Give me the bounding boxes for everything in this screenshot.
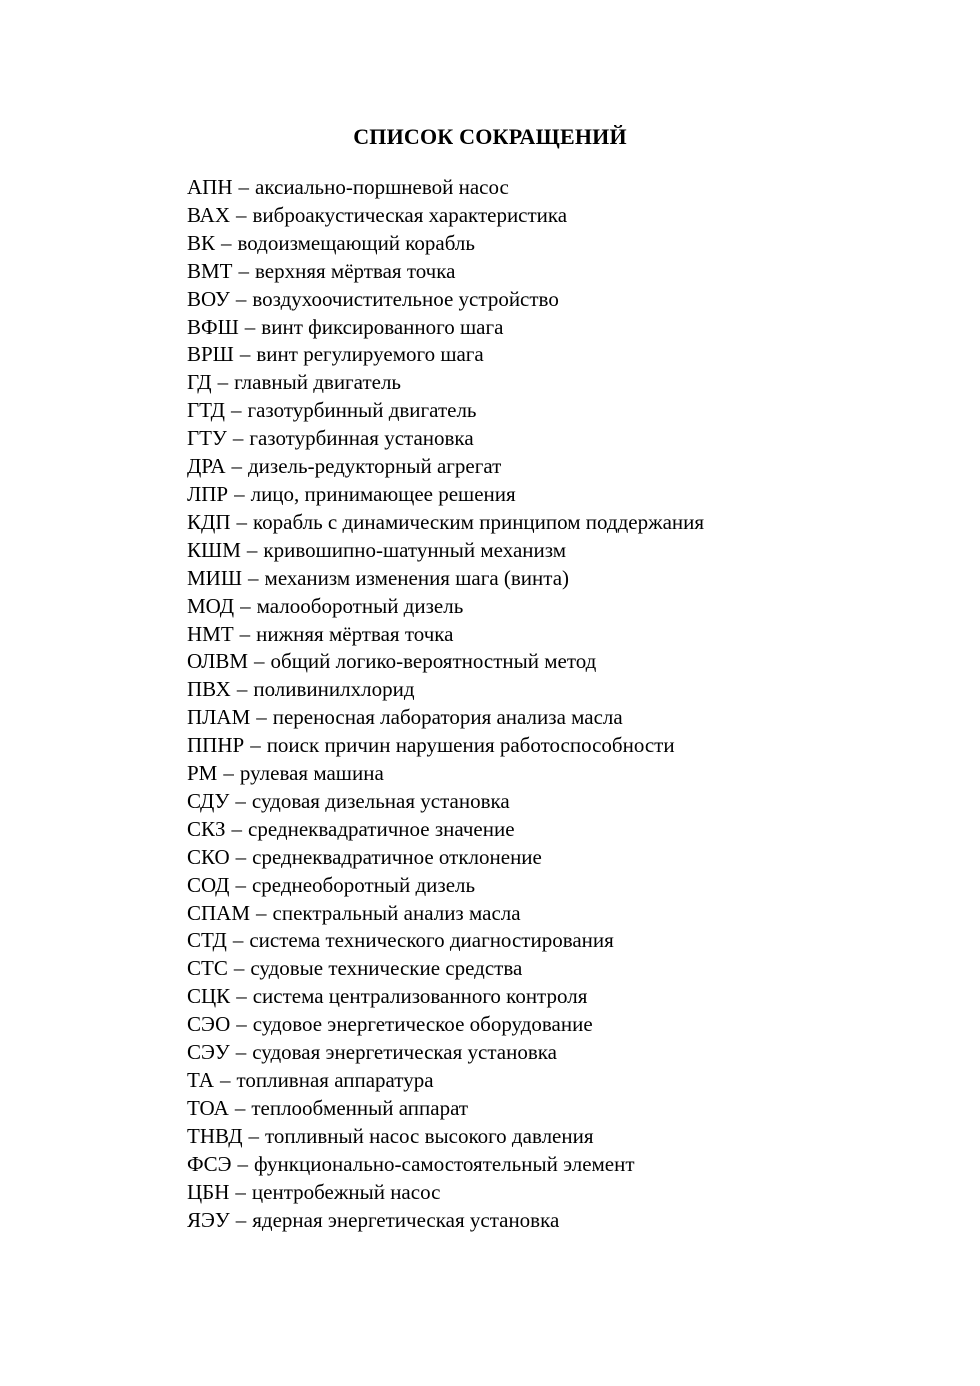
abbreviation: СКЗ <box>187 816 226 841</box>
definition: судовые технические средства <box>250 956 523 981</box>
dash-separator: – <box>235 286 247 311</box>
abbreviation: ФСЭ <box>187 1151 232 1176</box>
abbreviation: ТНВД <box>187 1123 243 1148</box>
list-item <box>187 927 704 955</box>
abbreviation: ПЛАМ <box>187 705 251 730</box>
abbreviation: ЯЭУ <box>187 1207 230 1232</box>
definition: среднеоборотный дизель <box>251 872 476 897</box>
abbreviation: СТД <box>187 928 227 953</box>
dash-separator: – <box>217 370 229 395</box>
definition: виброакустическая характеристика <box>252 202 568 227</box>
abbreviation: ВАХ <box>187 202 231 227</box>
abbreviation: КШМ <box>187 537 241 562</box>
abbreviation: СПАМ <box>187 900 251 925</box>
list-item <box>187 481 704 509</box>
abbreviation: ВФШ <box>187 314 239 339</box>
dash-separator: – <box>248 1123 260 1148</box>
abbreviation: МОД <box>187 593 235 618</box>
list-item <box>187 174 704 202</box>
abbreviation: ГД <box>187 370 212 395</box>
dash-separator: – <box>235 1207 247 1232</box>
dash-separator: – <box>230 398 242 423</box>
definition: система технического диагностирования <box>249 928 614 953</box>
list-item <box>187 565 704 593</box>
dash-separator: – <box>256 705 267 730</box>
definition: среднеквадратичное значение <box>248 816 515 841</box>
list-item <box>187 1151 704 1179</box>
list-item <box>187 537 704 565</box>
definition: корабль с динамическим принципом поддержания <box>253 509 705 534</box>
dash-separator: – <box>236 984 247 1009</box>
list-item <box>187 425 704 453</box>
abbreviation: КДП <box>187 509 231 534</box>
list-item <box>187 453 704 481</box>
definition: переносная лаборатория анализа масла <box>272 705 623 730</box>
definition: аксиально-поршневой насос <box>255 175 509 199</box>
dash-separator: – <box>248 565 259 590</box>
abbreviation: ГТД <box>187 398 225 423</box>
abbreviation: СТС <box>187 956 228 981</box>
abbreviation: ВРШ <box>187 342 234 367</box>
dash-separator: – <box>235 1040 247 1065</box>
list-item <box>187 341 704 369</box>
dash-separator: – <box>234 481 245 506</box>
abbreviation: НМТ <box>187 621 234 646</box>
list-item <box>187 286 704 314</box>
list-item <box>187 732 704 760</box>
dash-separator: – <box>238 258 250 283</box>
dash-separator: – <box>235 788 246 813</box>
abbreviation: ТА <box>187 1068 214 1092</box>
definition: рулевая машина <box>239 761 384 786</box>
page-title: СПИСОК СОКРАЩЕНИЙ <box>353 124 627 149</box>
dash-separator: – <box>254 649 265 674</box>
abbreviation: СЦК <box>187 984 231 1009</box>
abbreviation: МИШ <box>187 565 243 590</box>
list-item <box>187 648 704 676</box>
dash-separator: – <box>232 426 244 451</box>
abbreviation: ДРА <box>187 454 226 479</box>
definition: спектральный анализ масла <box>272 900 521 925</box>
list-item <box>187 1095 704 1123</box>
definition: малооборотный дизель <box>256 593 464 618</box>
dash-separator: – <box>232 928 244 953</box>
dash-separator: – <box>239 621 251 646</box>
list-item <box>187 983 704 1011</box>
dash-separator: – <box>240 593 251 618</box>
definition: среднеквадратичное отклонение <box>252 844 542 869</box>
abbreviation: ВК <box>187 230 216 255</box>
list-item <box>187 788 704 816</box>
definition: поливинилхлорид <box>253 677 415 702</box>
definition: лицо, принимающее решения <box>250 481 516 506</box>
list-item <box>187 1207 704 1235</box>
dash-separator: – <box>238 175 249 199</box>
dash-separator: – <box>231 454 242 479</box>
dash-separator: – <box>236 509 247 534</box>
definition: верхняя мёртвая точка <box>255 258 456 283</box>
dash-separator: – <box>236 202 247 227</box>
list-item <box>187 1179 704 1207</box>
list-item <box>187 593 704 621</box>
definition: система централизованного контроля <box>252 984 588 1009</box>
abbreviation: АПН <box>187 175 233 199</box>
definition: функционально-самостоятельный элемент <box>253 1151 635 1176</box>
definition: воздухоочистительное устройство <box>252 286 559 311</box>
dash-separator: – <box>250 733 261 758</box>
list-item <box>187 844 704 872</box>
abbreviation: ВМТ <box>187 258 233 283</box>
abbreviation: ГТУ <box>187 426 227 451</box>
list-item <box>187 900 704 928</box>
dash-separator: – <box>234 1095 246 1120</box>
dash-separator: – <box>219 1068 231 1092</box>
list-item <box>187 202 704 230</box>
definition: кривошипно-шатунный механизм <box>263 537 567 562</box>
definition: винт фиксированного шага <box>261 314 504 339</box>
abbreviation: РМ <box>187 761 218 786</box>
definition: главный двигатель <box>234 370 402 395</box>
list-item <box>187 676 704 704</box>
definition: механизм изменения шага (винта) <box>264 565 570 590</box>
definition: газотурбинная установка <box>249 426 474 451</box>
dash-separator: – <box>256 900 267 925</box>
abbreviation: СДУ <box>187 788 230 813</box>
list-item <box>187 621 704 649</box>
abbreviation: ТОА <box>187 1095 229 1120</box>
list-item <box>187 872 704 900</box>
definition: нижняя мёртвая точка <box>256 621 454 646</box>
definition: топливная аппаратура <box>236 1068 434 1092</box>
list-item <box>187 704 704 732</box>
dash-separator: – <box>246 537 258 562</box>
definition: судовое энергетическое оборудование <box>252 1012 593 1037</box>
list-item <box>187 1123 704 1151</box>
dash-separator: – <box>235 844 247 869</box>
abbreviation: СЭО <box>187 1012 231 1037</box>
abbreviation: ОЛВМ <box>187 649 249 674</box>
dash-separator: – <box>236 677 248 702</box>
definition: винт регулируемого шага <box>256 342 484 367</box>
list-item <box>187 1011 704 1039</box>
dash-separator: – <box>236 1012 247 1037</box>
definition: общий логико-вероятностный метод <box>270 649 597 674</box>
abbreviation: ЦБН <box>187 1179 230 1204</box>
definition: дизель-редукторный агрегат <box>247 454 502 479</box>
dash-separator: – <box>231 816 243 841</box>
dash-separator: – <box>235 872 246 897</box>
definition: водоизмещающий корабль <box>237 230 475 255</box>
dash-separator: – <box>235 1179 246 1204</box>
abbreviation: СОД <box>187 872 230 897</box>
definition: судовая дизельная установка <box>251 788 510 813</box>
dash-separator: – <box>221 230 232 255</box>
list-item <box>187 258 704 286</box>
definition: ядерная энергетическая установка <box>252 1207 560 1232</box>
definition: судовая энергетическая установка <box>252 1040 557 1065</box>
list-item <box>187 816 704 844</box>
abbreviation: ПВХ <box>187 677 231 702</box>
list-item <box>187 230 704 258</box>
dash-separator: – <box>233 956 245 981</box>
abbreviation: ВОУ <box>187 286 230 311</box>
abbreviation-list <box>187 174 704 1234</box>
dash-separator: – <box>244 314 256 339</box>
definition: поиск причин нарушения работоспособности <box>266 733 675 758</box>
dash-separator: – <box>223 761 234 786</box>
definition: топливный насос высокого давления <box>265 1123 594 1148</box>
abbreviation: ППНР <box>187 733 245 758</box>
definition: теплообменный аппарат <box>251 1095 469 1120</box>
list-item <box>187 369 704 397</box>
list-item <box>187 1039 704 1067</box>
abbreviation: СЭУ <box>187 1040 230 1065</box>
abbreviation: ЛПР <box>187 481 229 506</box>
list-item <box>187 314 704 342</box>
list-item <box>187 1067 704 1095</box>
dash-separator: – <box>239 342 251 367</box>
abbreviation: СКО <box>187 844 230 869</box>
list-item <box>187 760 704 788</box>
definition: центробежный насос <box>251 1179 441 1204</box>
list-item <box>187 955 704 983</box>
list-item <box>187 509 704 537</box>
dash-separator: – <box>237 1151 248 1176</box>
definition: газотурбинный двигатель <box>247 398 477 423</box>
list-item <box>187 397 704 425</box>
